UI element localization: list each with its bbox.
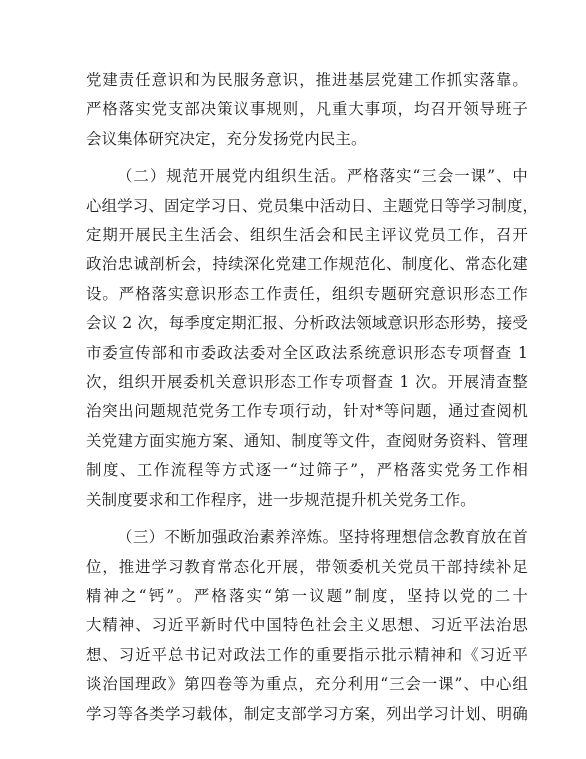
text-line: 严格落实党支部决策议事规则，凡重大事项，均召开领导班子	[86, 100, 528, 119]
text-line: 党建责任意识和为民服务意识，推进基层党建工作抓实落靠。	[86, 71, 528, 89]
text-line: （三）不断加强政治素养淬炼。坚持将理想信念教育放在首	[117, 528, 528, 547]
text-line: 精神之“钙”。严格落实“第一议题”制度，坚持以党的二十	[86, 586, 528, 605]
text-line: 定期开展民主生活会、组织生活会和民主评议党员工作，召开	[86, 226, 528, 245]
text-line: 想、习近平总书记对政法工作的重要指示批示精神和《习近平	[86, 645, 528, 664]
text-line: 位，推进学习教育常态化开展，带领委机关党员干部持续补足	[86, 557, 528, 576]
paragraph-spacer	[86, 154, 528, 162]
paragraph-organizational-life	[86, 162, 539, 515]
text-line: （二）规范开展党内组织生活。严格落实“三会一课”、中	[117, 167, 528, 186]
text-line: 关党建方面实施方案、通知、制度等文件，查阅财务资料、管理	[86, 431, 528, 450]
text-line: 设。严格落实意识形态工作责任，组织专题研究意识形态工作	[86, 284, 528, 303]
text-line: 政治忠诚剖析会，持续深化党建工作规范化、制度化、常态化建	[86, 255, 528, 274]
text-line: 心组学习、固定学习日、党员集中活动日、主题党日等学习制度，	[86, 196, 539, 215]
text-line: 大精神、习近平新时代中国特色社会主义思想、习近平法治思	[86, 616, 528, 635]
text-line: 谈治国理政》第四卷等为重点，充分利用“三会一课”、中心组	[86, 675, 528, 694]
paragraph-party-building-responsibility	[86, 66, 528, 154]
text-line: 会议集体研究决定，充分发扬党内民主。	[86, 129, 367, 148]
text-line: 关制度要求和工作程序，进一步规范提升机关党务工作。	[86, 490, 476, 509]
text-line: 制度、工作流程等方式逐一“过筛子”，严格落实党务工作相	[86, 461, 528, 480]
text-line: 市委宣传部和市委政法委对全区政法系统意识形态专项督查 1	[86, 343, 528, 362]
paragraph-political-literacy	[86, 523, 528, 729]
text-line: 学习等各类学习载体，制定支部学习方案，列出学习计划、明确	[86, 704, 528, 723]
text-line: 次，组织开展委机关意识形态工作专项督查 1 次。开展清查整	[86, 373, 528, 392]
text-line: 治突出问题规范党务工作专项行动，针对*等问题，通过查阅机	[86, 402, 528, 421]
text-line: 会议 2 次，每季度定期汇报、分析政法领域意识形态形势，接受	[86, 314, 528, 333]
paragraph-spacer	[86, 515, 528, 523]
